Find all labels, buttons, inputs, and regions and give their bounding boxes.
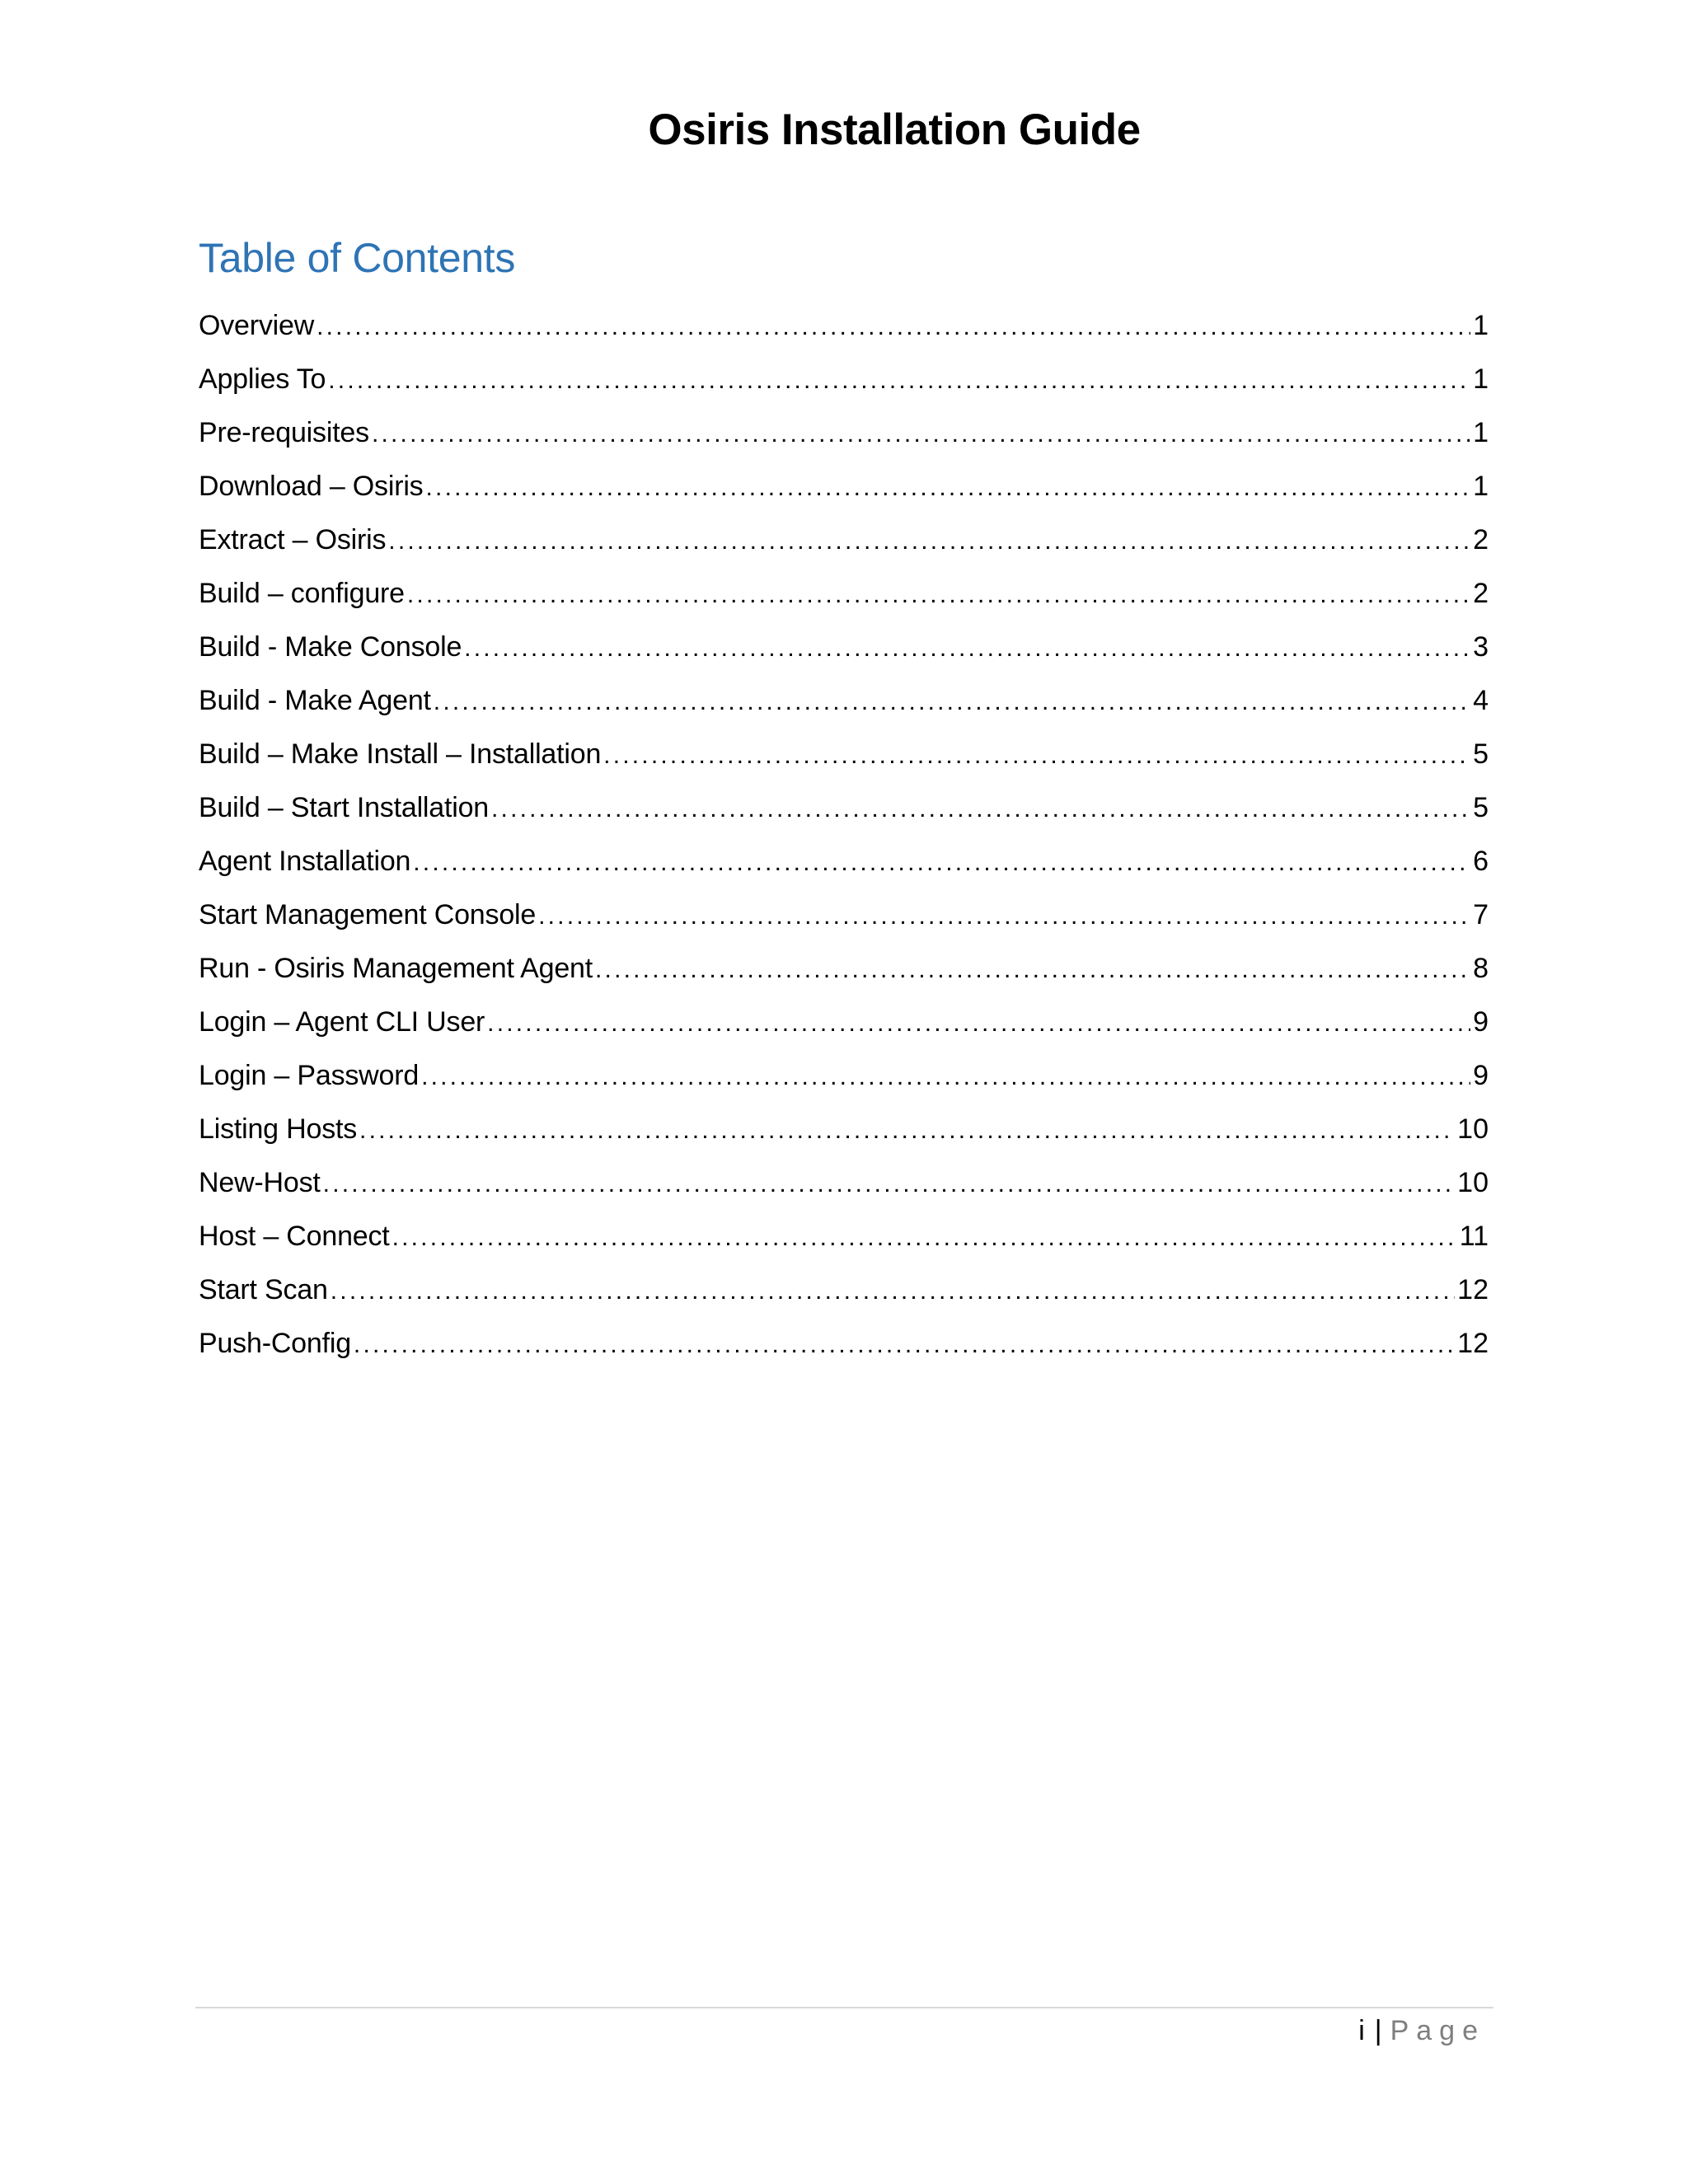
- toc-dot-leader: [595, 943, 1470, 996]
- toc-dot-leader: [421, 1050, 1470, 1104]
- toc-entry-label: Start Management Console: [199, 899, 537, 930]
- toc-dot-leader: [359, 1104, 1455, 1157]
- toc-entry-page: 10: [1457, 1113, 1489, 1145]
- toc-dot-leader: [316, 300, 1470, 354]
- toc-dot-leader: [491, 782, 1470, 836]
- footer-divider: [195, 2007, 1493, 2008]
- toc-dot-leader: [354, 1318, 1455, 1371]
- toc-dot-leader: [407, 568, 1470, 621]
- toc-dot-leader: [487, 996, 1470, 1050]
- toc-entry-page: 12: [1457, 1274, 1489, 1305]
- toc-entry-label: Pre-requisites: [199, 417, 369, 448]
- toc-entry-page: 2: [1473, 524, 1489, 555]
- toc-entry-page: 3: [1473, 631, 1489, 663]
- toc-entry-page: 1: [1473, 310, 1489, 341]
- toc-entry-label: Overview: [199, 310, 315, 341]
- toc-entry[interactable]: [199, 1103, 1489, 1156]
- toc-entry-label: Listing Hosts: [199, 1113, 358, 1145]
- toc-entry[interactable]: [199, 1049, 1489, 1103]
- toc-entry-page: 2: [1473, 578, 1489, 609]
- toc-entry-page: 4: [1473, 685, 1489, 716]
- toc-dot-leader: [331, 1264, 1455, 1318]
- toc-dot-leader: [413, 836, 1470, 889]
- toc-entry-page: 9: [1473, 1006, 1489, 1038]
- toc-dot-leader: [323, 1157, 1456, 1211]
- toc-entry-page: 1: [1473, 363, 1489, 395]
- toc-entry[interactable]: [199, 942, 1489, 996]
- toc-entry-page: 10: [1457, 1167, 1489, 1198]
- toc-dot-leader: [392, 1211, 1457, 1264]
- toc-entry-label: Host – Connect: [199, 1221, 390, 1252]
- footer-page-label: Page: [1390, 2015, 1485, 2046]
- footer-page-number: i: [1358, 2015, 1365, 2046]
- toc-entry[interactable]: [199, 674, 1489, 728]
- toc-entry-label: Download – Osiris: [199, 471, 424, 502]
- toc-entry-page: 1: [1473, 417, 1489, 448]
- toc-entry[interactable]: [199, 460, 1489, 513]
- toc-entry-page: 9: [1473, 1060, 1489, 1091]
- toc-entry-page: 8: [1473, 953, 1489, 984]
- toc-entry[interactable]: [199, 299, 1489, 353]
- toc-entry-label: Login – Password: [199, 1060, 420, 1091]
- toc-entry[interactable]: [199, 621, 1489, 674]
- toc-entry-page: 7: [1473, 899, 1489, 930]
- toc-entry[interactable]: [199, 1263, 1489, 1317]
- toc-entry-label: Build – Start Installation: [199, 792, 489, 823]
- toc-heading: Table of Contents: [199, 235, 516, 281]
- toc-entry[interactable]: [199, 513, 1489, 567]
- toc-entry[interactable]: [199, 728, 1489, 781]
- toc-entry-page: 5: [1473, 738, 1489, 770]
- toc-entry[interactable]: [199, 1210, 1489, 1263]
- document-title: Osiris Installation Guide: [648, 105, 1141, 154]
- toc-entry-label: Login – Agent CLI User: [199, 1006, 485, 1038]
- toc-dot-leader: [388, 514, 1470, 568]
- toc-entry-label: New-Host: [199, 1167, 321, 1198]
- toc-entry-label: Build - Make Agent: [199, 685, 431, 716]
- toc-entry[interactable]: [199, 567, 1489, 621]
- toc-entry-label: Start Scan: [199, 1274, 328, 1305]
- toc-entry[interactable]: [199, 781, 1489, 835]
- toc-dot-leader: [603, 729, 1470, 782]
- table-of-contents: [199, 299, 1489, 1371]
- toc-dot-leader: [328, 354, 1470, 407]
- toc-entry-label: Build - Make Console: [199, 631, 462, 663]
- toc-entry-label: Build – configure: [199, 578, 405, 609]
- toc-entry-page: 11: [1459, 1221, 1489, 1252]
- toc-dot-leader: [426, 461, 1471, 514]
- toc-entry[interactable]: [199, 406, 1489, 460]
- toc-entry[interactable]: [199, 996, 1489, 1049]
- toc-entry-label: Agent Installation: [199, 846, 411, 877]
- toc-entry-label: Applies To: [199, 363, 326, 395]
- toc-entry-page: 12: [1457, 1328, 1489, 1359]
- toc-entry[interactable]: [199, 1156, 1489, 1210]
- page-footer: [0, 2009, 1485, 2052]
- toc-dot-leader: [464, 621, 1470, 675]
- toc-entry-page: 6: [1473, 846, 1489, 877]
- toc-dot-leader: [538, 889, 1470, 943]
- footer-separator: |: [1374, 2015, 1382, 2046]
- toc-entry-label: Run - Osiris Management Agent: [199, 953, 593, 984]
- toc-entry-label: Build – Make Install – Installation: [199, 738, 602, 770]
- toc-dot-leader: [372, 407, 1470, 461]
- toc-entry[interactable]: [199, 835, 1489, 888]
- toc-entry-label: Extract – Osiris: [199, 524, 387, 555]
- toc-entry[interactable]: [199, 353, 1489, 406]
- toc-entry[interactable]: [199, 888, 1489, 942]
- toc-entry-page: 1: [1473, 471, 1489, 502]
- toc-dot-leader: [434, 675, 1470, 729]
- toc-entry-label: Push-Config: [199, 1328, 351, 1359]
- toc-entry[interactable]: [199, 1317, 1489, 1371]
- toc-entry-page: 5: [1473, 792, 1489, 823]
